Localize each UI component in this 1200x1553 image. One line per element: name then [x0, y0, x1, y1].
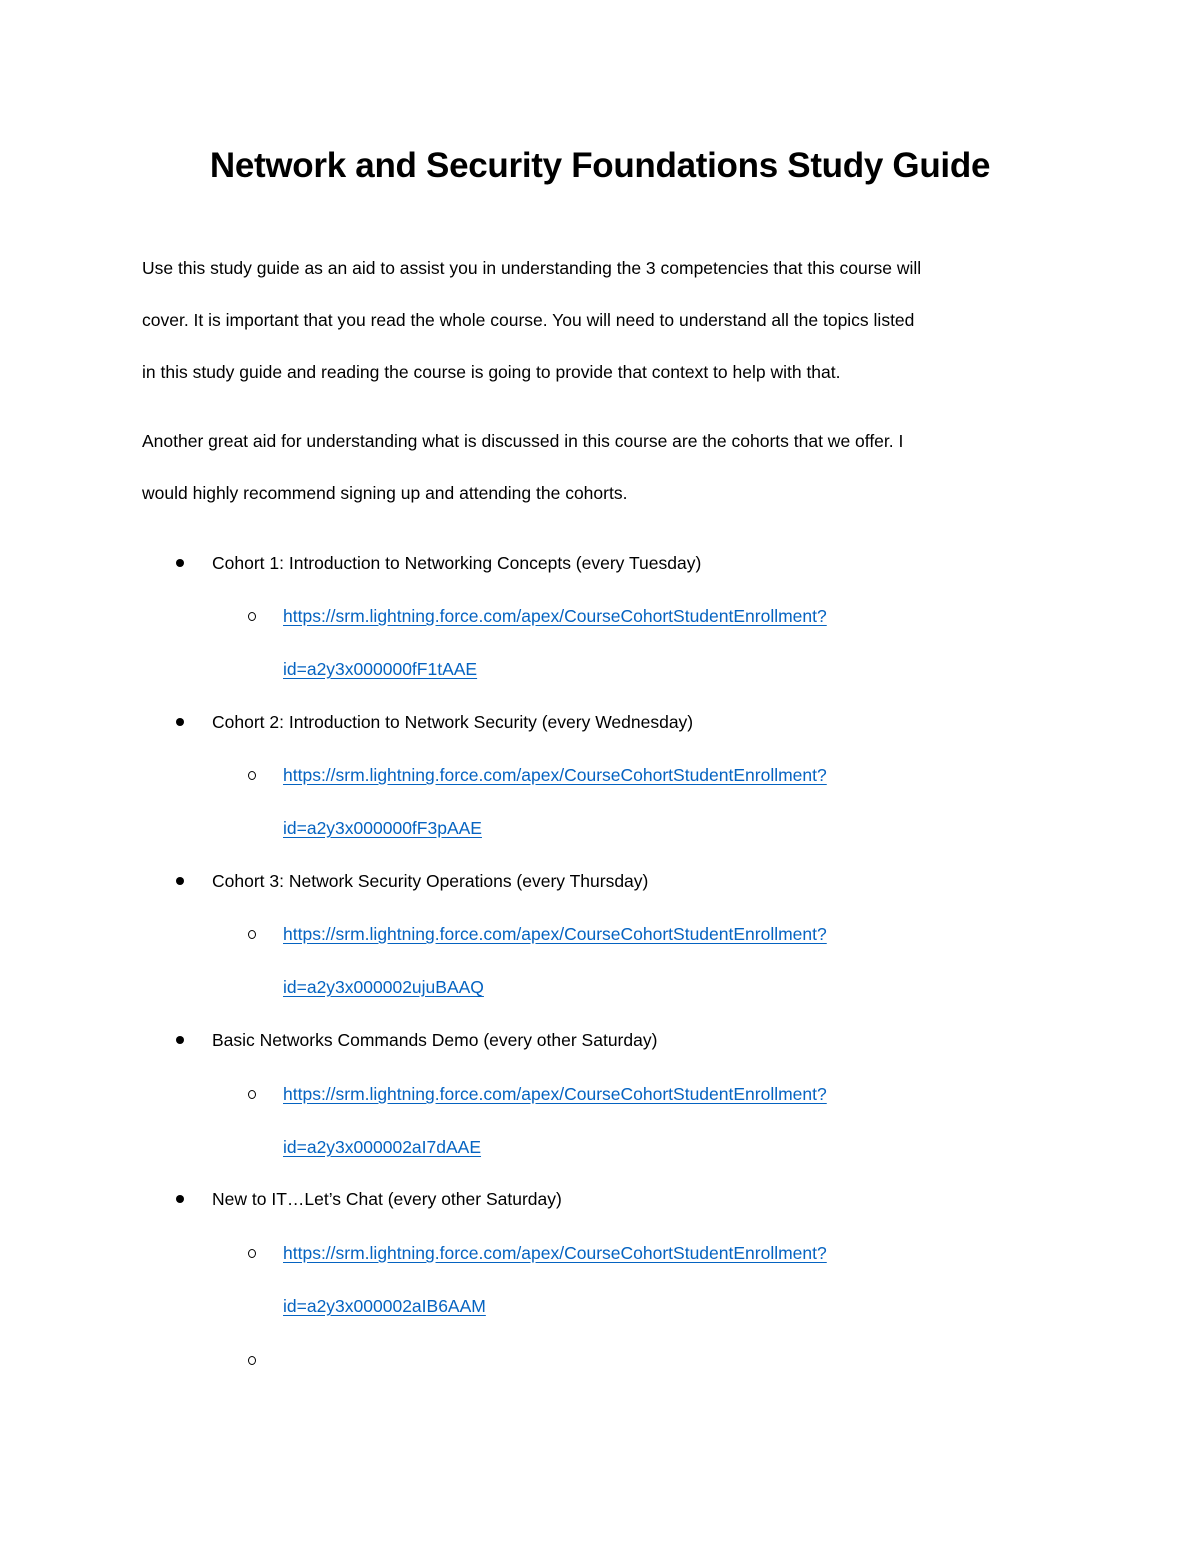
- cohort-link-row: [0, 813, 1200, 843]
- cohort-link-row: [0, 1238, 1200, 1268]
- bullet-icon: [176, 877, 184, 885]
- cohort-link-row: [0, 1291, 1200, 1321]
- cohort-link-row: [0, 919, 1200, 949]
- cohorts-line: would highly recommend signing up and attending the cohorts.: [142, 483, 628, 503]
- cohorts-line: Another great aid for understanding what is discussed in this course are the cohorts that we offer. I: [142, 431, 904, 451]
- cohort-label: Cohort 2: Introduction to Network Security (every Wednesday): [212, 712, 694, 732]
- bullet-icon: [176, 1195, 184, 1203]
- cohort-link[interactable]: https://srm.lightning.force.com/apex/CourseCohortStudentEnrollment?: [283, 1243, 827, 1263]
- cohort-item: [0, 1184, 1200, 1214]
- sub-bullet-icon: [248, 930, 256, 939]
- cohort-link[interactable]: id=a2y3x000000fF1tAAE: [283, 659, 478, 679]
- intro-paragraph: [142, 242, 1062, 398]
- cohort-link-row: [0, 654, 1200, 684]
- sub-bullet-icon: [248, 612, 256, 621]
- cohort-label: New to IT…Let’s Chat (every other Saturday): [212, 1189, 562, 1209]
- cohort-link[interactable]: id=a2y3x000002aI7dAAE: [283, 1137, 482, 1157]
- cohorts-paragraph: [142, 415, 1062, 519]
- cohort-link-row: [0, 760, 1200, 790]
- cohort-item: [0, 548, 1200, 578]
- cohort-link[interactable]: https://srm.lightning.force.com/apex/CourseCohortStudentEnrollment?: [283, 924, 827, 944]
- page-title: Network and Security Foundations Study Guide: [209, 146, 991, 185]
- cohort-link-row: [0, 1132, 1200, 1162]
- cohort-link[interactable]: https://srm.lightning.force.com/apex/CourseCohortStudentEnrollment?: [283, 765, 827, 785]
- bullet-icon: [176, 718, 184, 726]
- intro-line: Use this study guide as an aid to assist you in understanding the 3 competencies that this course will: [142, 258, 922, 278]
- cohort-item: [0, 1025, 1200, 1055]
- cohort-item: [0, 707, 1200, 737]
- cohort-link-row: [0, 972, 1200, 1002]
- intro-line: cover. It is important that you read the whole course. You will need to understand all the topics listed: [142, 310, 915, 330]
- empty-sub-item: [0, 1345, 1200, 1375]
- cohort-item: [0, 866, 1200, 896]
- cohort-link[interactable]: id=a2y3x000000fF3pAAE: [283, 818, 482, 838]
- cohort-link[interactable]: id=a2y3x000002aIB6AAM: [283, 1296, 486, 1316]
- cohort-label: Basic Networks Commands Demo (every other Saturday): [212, 1030, 658, 1050]
- cohort-link[interactable]: https://srm.lightning.force.com/apex/CourseCohortStudentEnrollment?: [283, 1084, 827, 1104]
- intro-line: in this study guide and reading the course is going to provide that context to help with that.: [142, 362, 841, 382]
- cohort-link[interactable]: https://srm.lightning.force.com/apex/CourseCohortStudentEnrollment?: [283, 606, 827, 626]
- bullet-icon: [176, 559, 184, 567]
- cohort-label: Cohort 3: Network Security Operations (every Thursday): [212, 871, 649, 891]
- cohort-label: Cohort 1: Introduction to Networking Concepts (every Tuesday): [212, 553, 702, 573]
- cohort-link-row: [0, 1079, 1200, 1109]
- bullet-icon: [176, 1036, 184, 1044]
- cohort-link[interactable]: id=a2y3x000002ujuBAAQ: [283, 977, 484, 997]
- sub-bullet-icon: [248, 1090, 256, 1099]
- sub-bullet-icon: [248, 1249, 256, 1258]
- sub-bullet-icon: [248, 771, 256, 780]
- cohort-link-row: [0, 601, 1200, 631]
- sub-bullet-icon: [248, 1356, 256, 1365]
